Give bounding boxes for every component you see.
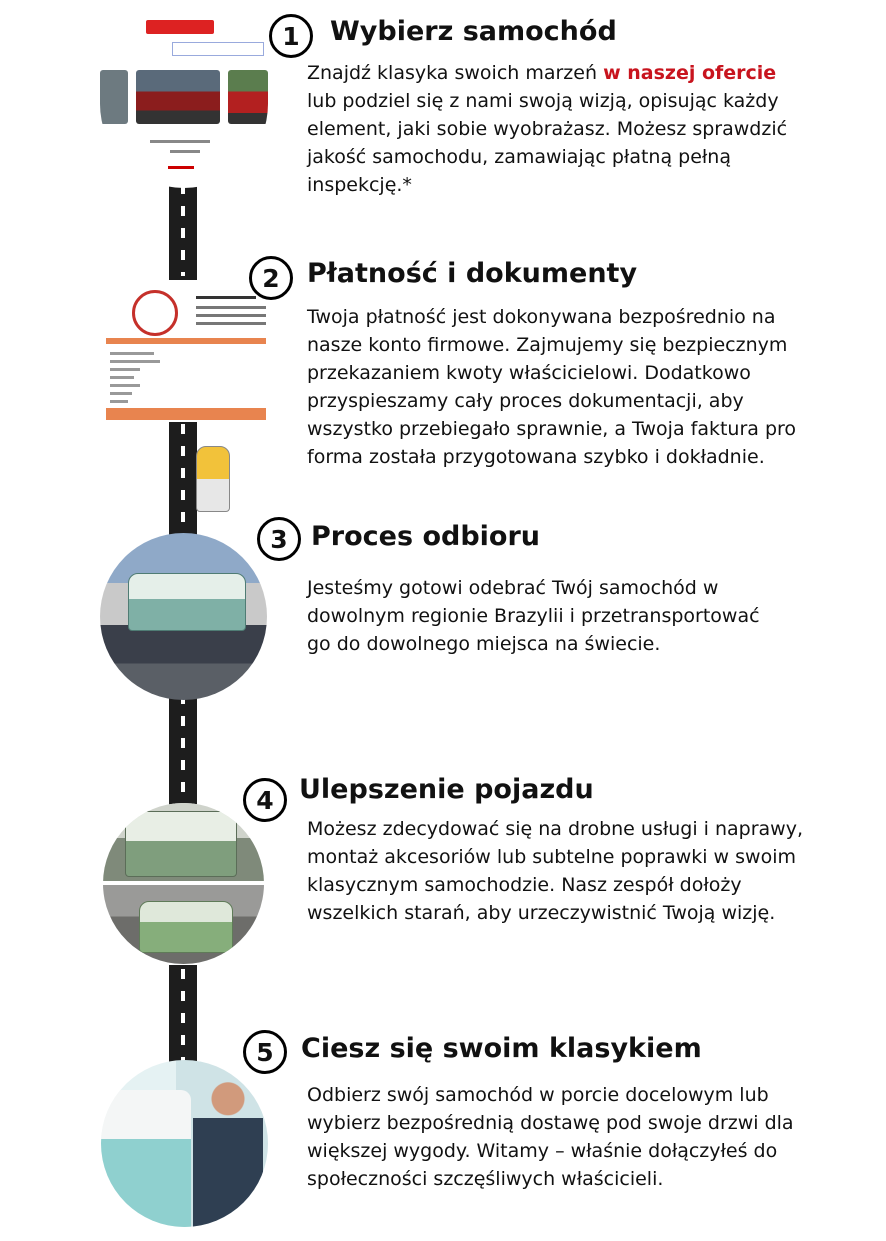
shipping-calculator-mock	[146, 20, 214, 34]
kombi-van-icon	[196, 446, 230, 512]
step-3-description: Jesteśmy gotowi odebrać Twój samochód w dowolnym regionie Brazylii i przetransportować go do dowolnego miejsca na świecie.	[307, 577, 760, 655]
step-5-title: Ciesz się swoim klasykiem	[301, 1033, 702, 1064]
card-label	[150, 140, 210, 143]
happy-owner-image	[101, 1060, 268, 1227]
road-segment-3	[169, 690, 197, 810]
search-bar-mock	[172, 42, 264, 56]
step-4-description: Możesz zdecydować się na drobne usługi i naprawy, montaż akcesoriów lub subtelne poprawki w swoim klasycznym samochodzie. Nasz zespół dołoży wszelkich starań, aby urzeczywistnić Twoją wizję.	[307, 818, 804, 924]
step-1-text-before: Znajdź klasyka swoich marzeń	[307, 62, 604, 84]
card-label	[168, 166, 194, 169]
step-1-text-after: lub podziel się z nami swoją wizją, opisując każdy element, jaki sobie wyobrażasz. Możesz sprawdzić jakość samochodu, zamawiając płatną pełną inspekcję.*	[307, 90, 788, 196]
invoice-field-line	[110, 384, 140, 387]
step-4-title: Ulepszenie pojazdu	[299, 774, 594, 805]
car-card-3	[228, 70, 268, 124]
mint-van-photo	[101, 1090, 191, 1227]
green-van-top	[125, 811, 237, 877]
offer-website-image	[100, 20, 268, 188]
invoice-field-line	[110, 368, 140, 371]
invoice-text-line	[196, 314, 266, 317]
step-1-number: 1	[269, 14, 313, 58]
car-card-2	[136, 70, 220, 124]
car-card-1	[100, 70, 128, 124]
step-3-title: Proces odbioru	[311, 521, 540, 552]
road-segment-2	[169, 420, 197, 540]
offer-link[interactable]: w naszej ofercie	[603, 62, 777, 84]
pickup-truck-image	[100, 533, 267, 700]
owner-figure	[193, 1070, 263, 1227]
invoice-field-line	[110, 392, 132, 395]
step-2-number: 2	[249, 256, 293, 300]
invoice-text-line	[196, 322, 266, 325]
invoice-header-bar	[106, 338, 266, 344]
road-segment-1	[169, 180, 197, 280]
invoice-footer-bar	[106, 408, 266, 420]
card-label	[170, 150, 200, 153]
road-segment-4	[169, 965, 197, 1065]
invoice-field-line	[110, 376, 134, 379]
step-1-description	[307, 59, 797, 199]
invoice-field-line	[110, 360, 160, 363]
kombi-van-photo	[128, 573, 246, 631]
step-4-number: 4	[243, 778, 287, 822]
vehicle-upgrade-image	[103, 803, 264, 964]
invoice-text-line	[196, 306, 266, 309]
green-van-bottom	[139, 901, 233, 953]
step-1-title: Wybierz samochód	[330, 16, 617, 47]
invoice-image	[106, 282, 268, 422]
invoice-field-line	[110, 352, 154, 355]
invoice-field-line	[110, 400, 128, 403]
step-3-number: 3	[257, 517, 301, 561]
step-5-description: Odbierz swój samochód w porcie docelowym lub wybierz bezpośrednią dostawę pod swoje drzwi dla większej wygody. Witamy – właśnie dołączyłeś do społeczności szczęśliwych właścicieli.	[307, 1084, 794, 1190]
step-2-description: Twoja płatność jest dokonywana bezpośrednio na nasze konto firmowe. Zajmujemy się bezpiecznym przekazaniem kwoty właścicielowi. Dodatkowo przyspieszamy cały proces dokumentacji, aby wszystko przebiegało sprawnie, a Twoja faktura pro forma została przygotowana szybko i dokładnie.	[307, 306, 797, 468]
invoice-text-line	[196, 296, 256, 299]
step-5-number: 5	[243, 1030, 287, 1074]
step-2-title: Płatność i dokumenty	[307, 258, 638, 289]
coolkombi-logo	[132, 290, 178, 336]
